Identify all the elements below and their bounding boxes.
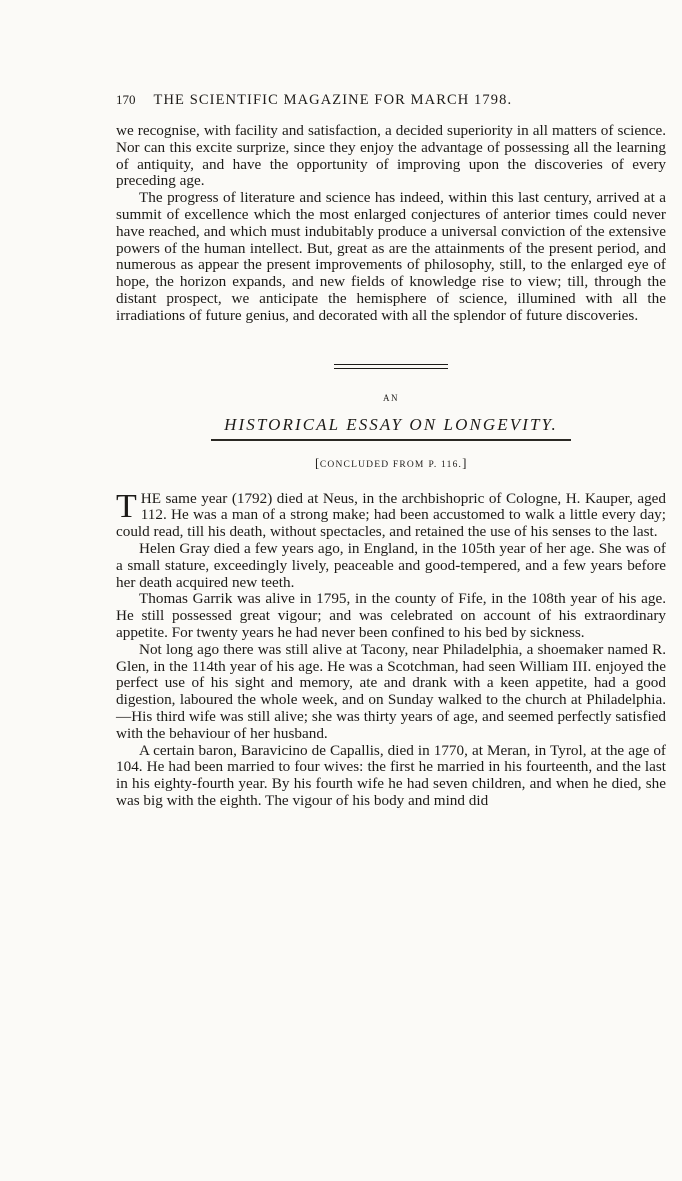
page-number: 170 — [116, 92, 136, 107]
title-underline — [211, 439, 571, 441]
divider-rule-thick — [334, 364, 448, 365]
intro-paragraph: The progress of literature and science has indeed, within this last century, arrived at a summit of excellence which the most enlarged conjectures of anterior times could never have reached, and which must indubitably produce a universal conviction of the extensive powers of the human intellect. But, great as are the attainments of the present period, and numerous as appear the present improvements of philosophy, still, to the enlarged eye of hope, the horizon expands, and new fields of knowledge rise to view; till, through the distant prospect, we anticipate the hemisphere of science, illumined with all the irradiations of future genius, and decorated with all the splendor of future discoveries. — [116, 189, 666, 324]
continuation-page-ref: P. 116. — [428, 459, 463, 470]
running-title: THE SCIENTIFIC MAGAZINE FOR MARCH 1798. — [153, 92, 513, 108]
essay-paragraph: Thomas Garrik was alive in 1795, in the county of Fife, in the 108th year of his age. He still possessed great vigour; and was celebrated on account of his extraordinary appetite. For twenty years he had never been confined to his bed by sickness. — [116, 590, 666, 641]
intro-paragraph-continued: we recognise, with facility and satisfaction, a decided superiority in all matters of science. Nor can this excite surprize, since they enjoy the advantage of possessing all the learning of antiquity, and have the opportunity of improving upon the discoveries of every preceding age. — [116, 122, 666, 190]
continuation-label: CONCLUDED FROM — [319, 459, 425, 470]
essay-kicker: AN — [383, 392, 399, 403]
essay-first-paragraph — [116, 487, 666, 541]
essay-paragraph: Helen Gray died a few years ago, in England, in the 105th year of her age. She was of a small stature, exceedingly lively, peaceable and good-tempered, and a few years before her death acquired new teeth. — [116, 539, 666, 591]
section-divider — [334, 364, 448, 369]
drop-cap: T — [116, 487, 137, 525]
page — [116, 92, 666, 810]
divider-rule-thin — [334, 368, 448, 369]
first-paragraph-text: HE same year (1792) died at Neus, in the archbishopric of Cologne, H. Kauper, aged 112. He was a man of a strong make; had been accustomed to walk a little every day; could read, till his death, without spectacles, and retained the use of his senses to the last. — [116, 489, 666, 541]
continuation-note: [CONCLUDED FROM P. 116.] — [314, 454, 468, 470]
essay-title: HISTORICAL ESSAY ON LONGEVITY. — [224, 414, 558, 434]
running-header — [116, 92, 666, 109]
essay-paragraph: Not long ago there was still alive at Tacony, near Philadelphia, a shoemaker named R. Glen, in the 114th year of his age. He was a Scotchman, had seen William III. enjoyed the perfect use of his sight and memory, ate and drank with a keen appetite, had a good digestion, laboured the whole week, and on Sunday walked to the church at Philadelphia.—His third wife was still alive; she was thirty years of age, and seemed perfectly satisfied with the behaviour of her husband. — [116, 640, 666, 742]
essay-paragraph: A certain baron, Baravicino de Capallis, died in 1770, at Meran, in Tyrol, at the age of 104. He had been married to four wives: the first he married in his fourteenth, and the last in his eighty-fourth year. By his fourth wife he had seven children, and when he died, she was big with the eighth. The vigour of his body and mind did — [116, 741, 666, 809]
